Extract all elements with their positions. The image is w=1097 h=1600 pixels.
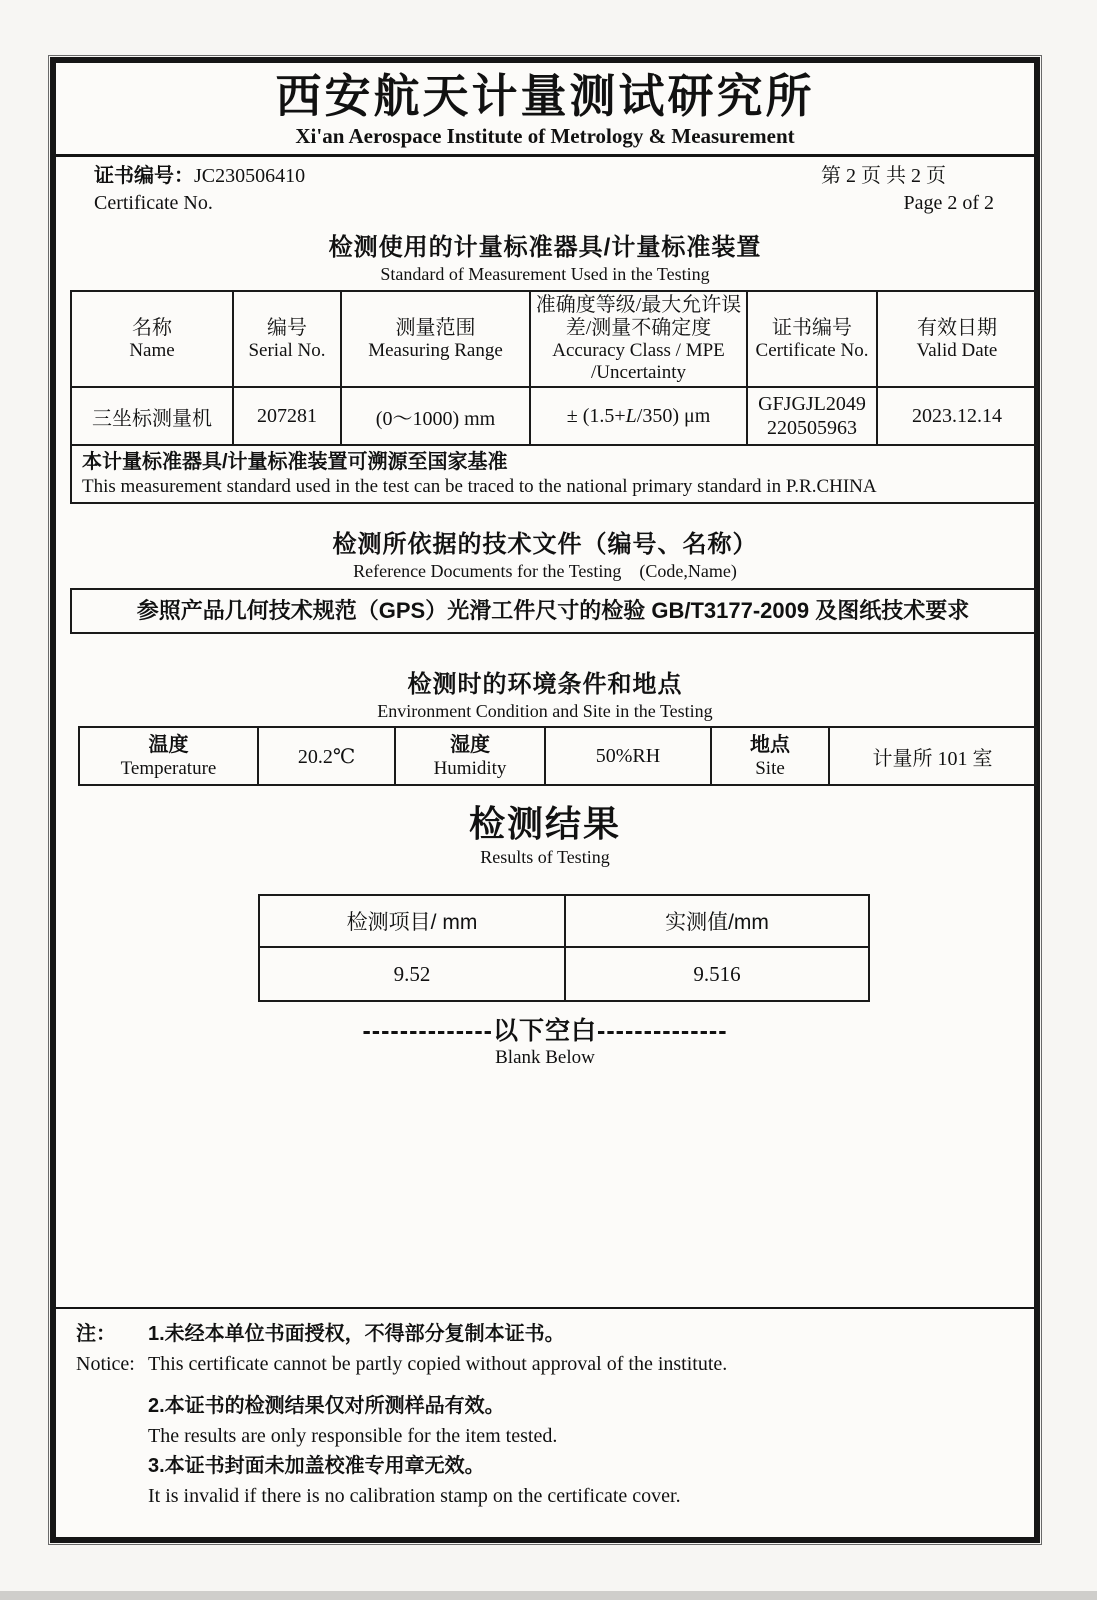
reference-document-box: 参照产品几何技术规范（GPS）光滑工件尺寸的检验 GB/T3177-2009 及图纸技术要求 xyxy=(70,588,1036,634)
blank-below-marker-en: Blank Below xyxy=(495,1047,595,1068)
certificate-number-block xyxy=(94,163,305,217)
notice-label-cn: 注： xyxy=(76,1323,116,1345)
notice-item3-en: It is invalid if there is no calibration stamp on the certificate cover. xyxy=(148,1485,681,1507)
page-number-en: Page 2 of 2 xyxy=(903,192,994,214)
cell-certificate-no: GFJGJL2049 220505963 xyxy=(747,387,877,445)
reference-section-title-en: Reference Documents for the Testing (Code,Name) xyxy=(353,561,737,581)
temperature-value: 20.2℃ xyxy=(258,727,395,785)
standards-section-title-cn: 检测使用的计量标准器具/计量标准装置 xyxy=(328,234,762,261)
col-accuracy: 准确度等级/最大允许误差/测量不确定度 Accuracy Class / MPE /Uncertainty xyxy=(530,291,747,387)
results-table xyxy=(258,894,870,1002)
environment-table xyxy=(78,726,1037,786)
cell-measuring-range: (0～1000) mm xyxy=(341,387,530,445)
col-valid-date: 有效日期 Valid Date xyxy=(877,291,1037,387)
cell-measured-value: 9.516 xyxy=(565,947,869,1001)
cell-valid-date: 2023.12.14 xyxy=(877,387,1037,445)
certificate-number-label-cn: 证书编号： xyxy=(94,165,194,187)
blank-below-marker-cn: --------------以下空白-------------- xyxy=(362,1017,728,1045)
page-number-block xyxy=(821,163,994,217)
standards-section-title-en: Standard of Measurement Used in the Testing xyxy=(380,264,710,284)
notice-block xyxy=(56,1309,1034,1537)
notice-label-en: Notice: xyxy=(76,1353,135,1375)
certificate-number-value: JC230506410 xyxy=(194,165,306,187)
certificate-number-label-en: Certificate No. xyxy=(94,192,213,214)
environment-section-title-cn: 检测时的环境条件和地点 xyxy=(407,671,683,698)
standards-table-data-row xyxy=(71,387,1037,445)
blank-area xyxy=(56,1069,1034,1307)
page-number-cn: 第 2 页 共 2 页 xyxy=(821,165,946,187)
institute-title-cn: 西安航天计量测试研究所 xyxy=(275,70,815,122)
cell-test-item: 9.52 xyxy=(259,947,565,1001)
results-section-title-cn: 检测结果 xyxy=(468,803,621,844)
col-name: 名称 Name xyxy=(71,291,233,387)
institute-title-en: Xi'an Aerospace Institute of Metrology & Measurement xyxy=(295,124,795,148)
site-label: 地点 Site xyxy=(711,727,829,785)
notice-item2-en: The results are only responsible for the item tested. xyxy=(148,1425,558,1447)
col-serial: 编号 Serial No. xyxy=(233,291,341,387)
notice-item3-cn: 3.本证书封面未加盖校准专用章无效。 xyxy=(148,1455,485,1477)
cell-instrument-name: 三坐标测量机 xyxy=(71,387,233,445)
humidity-label: 湿度 Humidity xyxy=(395,727,545,785)
certificate-header-row xyxy=(56,157,1034,219)
accuracy-variable-L: L xyxy=(625,404,637,427)
results-section-title-en: Results of Testing xyxy=(480,847,610,867)
notice-item2-cn: 2.本证书的检测结果仅对所测样品有效。 xyxy=(148,1395,505,1417)
certificate-page xyxy=(50,57,1040,1543)
humidity-value: 50%RH xyxy=(545,727,711,785)
site-value: 计量所 101 室 xyxy=(829,727,1036,785)
notice-item1-cn: 1.未经本单位书面授权，不得部分复制本证书。 xyxy=(148,1323,565,1345)
environment-section-title-en: Environment Condition and Site in the Testing xyxy=(377,701,713,721)
col-test-item: 检测项目/ mm xyxy=(259,895,565,947)
cell-serial-no: 207281 xyxy=(233,387,341,445)
results-header-row xyxy=(259,895,869,947)
col-measured-value: 实测值/mm xyxy=(565,895,869,947)
reference-section-title-cn: 检测所依据的技术文件（编号、名称） xyxy=(332,531,758,558)
scan-edge-artifact xyxy=(0,1591,1097,1600)
traceability-statement: 本计量标准器具/计量标准装置可溯源至国家基准 This measurement standard used in the test can be traced to the national primary standard in P.R.CHINA xyxy=(71,445,1037,503)
standards-table-trace-row xyxy=(71,445,1037,503)
standards-table-header-row xyxy=(71,291,1037,387)
environment-row xyxy=(79,727,1036,785)
cell-accuracy: ± (1.5+L/350) μm xyxy=(530,387,747,445)
temperature-label: 温度 Temperature xyxy=(79,727,258,785)
results-data-row xyxy=(259,947,869,1001)
standards-table xyxy=(70,290,1038,504)
col-measuring-range: 测量范围 Measuring Range xyxy=(341,291,530,387)
notice-item1-en: This certificate cannot be partly copied without approval of the institute. xyxy=(148,1353,728,1375)
col-certificate-no: 证书编号 Certificate No. xyxy=(747,291,877,387)
